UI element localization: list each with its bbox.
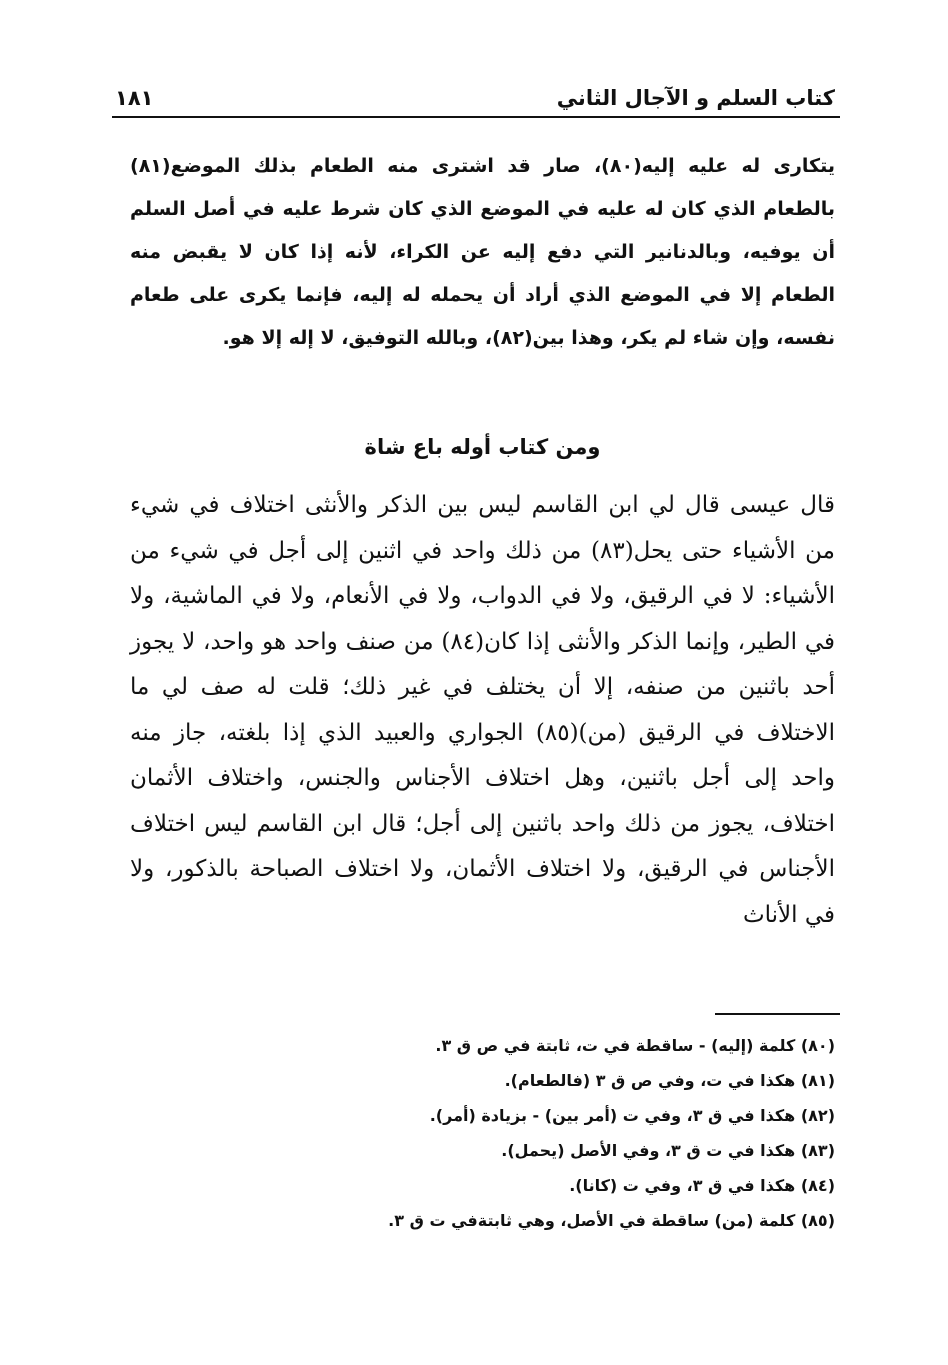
- page-header: [115, 80, 835, 116]
- footnote-item: (٨٠) كلمة (إليه) - ساقطة في ت، ثابتة في ص ق ٣.: [435, 1036, 835, 1055]
- intro-paragraph: يتكارى له عليه إليه(٨٠)، صار قد اشترى منه الطعام بذلك الموضع(٨١) بالطعام الذي كان له عليه في الموضع الذي كان شرط عليه في أصل السلم أن يوفيه، وبالدنانير التي دفع إليه عن الكراء، لأنه إذا كان لا يقبض منه الطعام إلا في الموضع الذي أراد أن يحمله له إليه، فإنما يكرى على طعام نفسه، وإن شاء لم يكر، وهذا بين(٨٢)، وبالله التوفيق، لا إله إلا هو.: [130, 155, 835, 349]
- footnotes-list: [130, 1028, 835, 1238]
- main-paragraph: قال عيسى قال لي ابن القاسم ليس بين الذكر والأنثى اختلاف في شيء من الأشياء حتى يحل(٨٣) من ذلك واحد في اثنين إلى أجل في شيء من الأشياء: لا في الرقيق، ولا في الدواب، ولا في الأنعام، ولا في الماشية، ولا في الطير، وإنما الذكر والأنثى إذا كان(٨٤) من صنف واحد هو واحد، لا يجوز أحد باثنين من صنفه، إلا أن يختلف في غير ذلك؛ قلت له صف لي ما الاختلاف في الرقيق (من)(٨٥) الجواري والعبيد الذي إذا بلغته، جاز منه واحد إلى أجل باثنين، وهل اختلاف الأجناس والجنس، واختلاف الأثمان اختلاف، يجوز من ذلك واحد باثنين إلى أجل؛ قال ابن القاسم ليس اختلاف الأجناس في الرقيق، ولا اختلاف الأثمان، ولا اختلاف الصباحة بالذكور، ولا في الأناث: [130, 492, 835, 928]
- footnote-item: (٨٢) هكذا في ق ٣، وفي ت (أمر بين) - بزيادة (أمر).: [429, 1106, 835, 1125]
- footnote-item: (٨٤) هكذا في ق ٣، وفي ت (كانا).: [569, 1176, 835, 1195]
- main-paragraph-block: [130, 483, 835, 938]
- section-heading: ومن كتاب أوله باع شاة: [364, 435, 601, 459]
- header-divider: [112, 116, 840, 118]
- footnote-divider: [715, 1013, 840, 1015]
- footnote-item: (٨٥) كلمة (من) ساقطة في الأصل، وهي ثابتةفي ت ق ٣.: [388, 1211, 835, 1230]
- intro-paragraph-block: [130, 145, 835, 360]
- page-number: ١٨١: [115, 86, 154, 110]
- footnote-item: (٨١) هكذا في ت، وفي ص ق ٣ (فالطعام).: [504, 1071, 835, 1090]
- running-title: كتاب السلم و الآجال الثاني: [556, 86, 835, 110]
- footnote-item: (٨٣) هكذا في ت ق ٣، وفي الأصل (يحمل).: [501, 1141, 835, 1160]
